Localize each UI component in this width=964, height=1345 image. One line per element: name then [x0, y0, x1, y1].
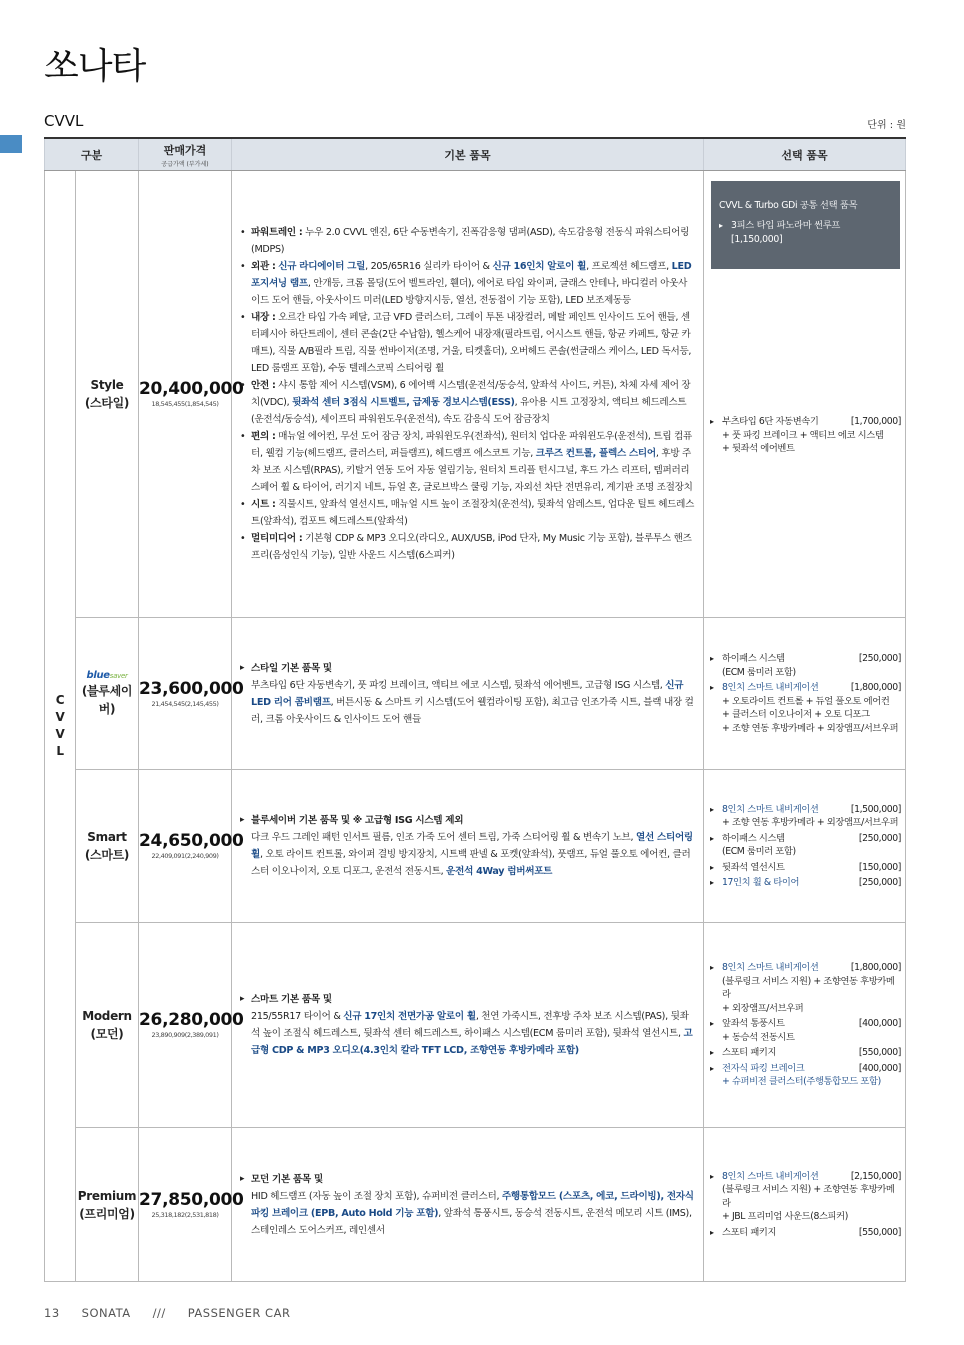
trim-name-kr: (블루세이버): [81, 683, 133, 716]
trim-name-cell: [76, 770, 139, 923]
price-table: [44, 137, 906, 1282]
basic-items-list: [240, 660, 695, 728]
page-number: 13: [44, 1306, 60, 1320]
table-header-row: [45, 138, 906, 171]
table-row-premium: [45, 1128, 906, 1282]
header-price-label: 판매가격: [163, 143, 207, 157]
table-row-modern: [45, 923, 906, 1128]
options-cell: [704, 770, 906, 923]
basic-items-cell: [232, 923, 704, 1128]
common-options-box: [711, 181, 900, 269]
header-price: [139, 138, 232, 171]
list-item: ▸ 스타일 기본 품목 및 부츠타입 6단 자동변속기, 풋 파킹 브레이크, 액티브 에코 시스템, 뒷좌석 에어벤트, 고급형 ISG 시스템, 신규 LED 리어 콤비램프, 버튼시동 & 스마트 키 시스템(도어 웰컴라이팅 포함), 최고급 인조가죽 시트, 블랙 내장 컬러, 크롬 아웃사이드 & 인사이드 도어 핸들: [240, 660, 695, 728]
list-item: • 멀티미디어 : 기본형 CDP & MP3 오디오(라디오, AUX/USB, iPod 단자, My Music 기능 포함), 블루투스 핸즈프리(음성인식 기능), 일반 사운드 시스템(6스피커): [240, 530, 695, 564]
option-item: ▸ 앞좌석 통풍시트 [400,000] + 동승석 전동시트: [710, 1017, 901, 1044]
trim-price: 27,850,000: [139, 1189, 244, 1210]
table-row-smart: [45, 770, 906, 923]
options-cell: [704, 1128, 906, 1282]
trim-price-sub: 22,409,091(2,240,909): [151, 852, 219, 860]
price-cell: [139, 1128, 244, 1282]
basic-items-list: [240, 991, 695, 1059]
basic-items-list: [240, 1171, 695, 1239]
trim-name-kr: (모던): [90, 1027, 124, 1041]
footer-separator: ///: [152, 1306, 166, 1320]
trim-name-cell: [76, 1128, 139, 1282]
common-option-item: ▸ 3피스 타입 파노라마 썬루프 [1,150,000]: [719, 219, 892, 247]
trim-name-cell: [76, 171, 139, 618]
option-item: ▸ 스포티 패키지 [550,000]: [710, 1046, 901, 1060]
basic-items-list: [240, 812, 695, 880]
trim-name-cell: [76, 923, 139, 1128]
engine-group-label: C V V L: [55, 693, 65, 758]
trim-price-sub: 25,318,182(2,531,818): [151, 1210, 219, 1219]
trim-price: 24,650,000: [139, 831, 244, 851]
list-item: • 외관 : 신규 라디에이터 그릴, 205/65R16 실리카 타이어 & 신규 16인치 알로이 휠, 프로젝션 헤드램프, LED 포지셔닝 램프, 안개등, 크롬 몰딩(도어 벨트라인, 휀더), 에어로 타입 와이퍼, 글래스 안테나, 바디컬러 아웃사이드 도어 핸들, 아웃사이드 미러(LED 방향지시등, 열선, 전동접이 기능 포함), LED 보조제동등: [240, 258, 695, 309]
basic-items-cell: [232, 1128, 704, 1282]
footer: [44, 1306, 312, 1320]
basic-items-list: [240, 224, 695, 564]
trim-price-sub: 23,890,909(2,389,091): [151, 1031, 219, 1039]
option-item: ▸ 8인치 스마트 내비게이션 [1,500,000] + 조향 연동 후방카메라 + 외장앰프/서브우퍼: [710, 803, 901, 830]
list-item: ▸ 스마트 기본 품목 및 215/55R17 타이어 & 신규 17인치 전면가공 알로이 휠, 천연 가죽시트, 전후방 주차 보조 시스템(PAS), 뒷좌석 높이 조절식 헤드레스트, 뒷좌석 센터 헤드레스트, 하이패스 시스템(ECM 룸미러 포함), 뒷좌석 열선시트, 고급형 CDP & MP3 오디오(4.3인치 칼라 TFT LCD, 조향연동 후방카메라 포함): [240, 991, 695, 1059]
option-item: ▸ 하이패스 시스템 [250,000] (ECM 룸미러 포함): [710, 652, 901, 679]
trim-name-kr: (스타일): [84, 396, 130, 410]
trim-name-kr: (프리미엄): [79, 1206, 135, 1221]
header-price-sub: 공급가액 (부가세): [161, 160, 209, 168]
trim-price-sub: 21,454,545(2,145,455): [151, 699, 219, 708]
option-item: ▸ 뒷좌석 열선시트 [150,000]: [710, 861, 901, 875]
options-cell: [704, 618, 906, 770]
trim-name-cell: [76, 618, 139, 770]
trim-price: 20,400,000: [139, 379, 244, 399]
bluesaver-logo: bluesaver: [86, 669, 128, 681]
engine-group-cell: [45, 171, 76, 1282]
option-item: ▸ 8인치 스마트 내비게이션 [1,800,000] + 오토라이트 컨트롤 + 듀얼 풀오토 에어컨 + 클러스터 이오나이저 + 오토 디포그 + 조향 연동 후방카메라 + 외장앰프/서브우퍼: [710, 681, 901, 735]
header-basic: 기본 품목: [232, 138, 704, 171]
trim-price-sub: 18,545,455(1,854,545): [151, 400, 219, 408]
option-item: ▸ 부츠타입 6단 자동변속기 [1,700,000] + 풋 파킹 브레이크 + 액티브 에코 시스템 + 뒷좌석 에어벤트: [710, 415, 901, 456]
list-item: • 파워트레인 : 누우 2.0 CVVL 엔진, 6단 수동변속기, 진폭감응형 댐퍼(ASD), 속도감응형 전동식 파워스티어링(MDPS): [240, 224, 695, 258]
price-cell: [139, 923, 244, 1128]
option-item: ▸ 하이패스 시스템 [250,000] (ECM 룸미러 포함): [710, 832, 901, 859]
list-item: • 내장 : 오르간 타입 가속 페달, 고급 VFD 클러스터, 그레이 투톤 내장컬러, 메탈 페인트 인사이드 도어 핸들, 센터페시아 하단트레이, 센터 콘솔(2단 수납함), 헬스케어 내장재(필라트림, 어시스트 핸들, 항균 카페트, 항균 카매트), 직물 A/B필라 트림, 직물 썬바이저(조명, 거울, 티켓홀더), 오버헤드 콘솔(썬글래스 케이스, LED 독서등, LED 룸램프 포함), 수동 텔레스코픽 스티어링 휠: [240, 309, 695, 377]
option-item: ▸ 8인치 스마트 내비게이션 [2,150,000] (블루링크 서비스 지원) + 조향연동 후방카메라 + JBL 프리미엄 사운드(8스피커): [710, 1170, 901, 1224]
page-title: 쏘나타: [44, 46, 146, 87]
option-item: ▸ 스포티 패키지 [550,000]: [710, 1226, 901, 1240]
trim-name: Modern: [82, 1009, 132, 1023]
trim-price: 23,600,000: [139, 678, 244, 699]
trim-price: 26,280,000: [139, 1010, 244, 1030]
basic-items-cell: [232, 770, 704, 923]
list-item: • 안전 : 샤시 통합 제어 시스템(VSM), 6 에어백 시스템(운전석/동승석, 앞좌석 사이드, 커튼), 차체 자세 제어 장치(VDC), 뒷좌석 센터 3점식 시트벨트, 급제동 경보시스템(ESS), 유아용 시트 고정장치, 액티브 헤드레스트(운전석/동승석), 세이프티 파워윈도우(운전석), 속도 감응식 도어 잠금장치: [240, 377, 695, 428]
basic-items-cell: [232, 171, 704, 618]
list-item: ▸ 모던 기본 품목 및 HID 헤드램프 (자동 높이 조절 장치 포함), 슈퍼비전 클러스터, 주행통합모드 (스포츠, 에코, 드라이빙), 전자식 파킹 브레이크 (EPB, Auto Hold 기능 포함), 앞좌석 통풍시트, 동승석 전동시트, 운전석 메모리 시트 (IMS), 스테인레스 도어스커프, 레인센서: [240, 1171, 695, 1239]
footer-brand: SONATA: [81, 1306, 131, 1320]
trim-name: Premium: [77, 1188, 137, 1203]
basic-items-cell: [232, 618, 704, 770]
trim-name-kr: (스마트): [84, 848, 130, 862]
footer-category: PASSENGER CAR: [187, 1306, 291, 1320]
section-title: CVVL: [44, 112, 84, 130]
option-item: ▸ 8인치 스마트 내비게이션 [1,800,000] (블루링크 서비스 지원) + 조향연동 후방카메라 + 외장앰프/서브우퍼: [710, 961, 901, 1015]
table-row-style: [45, 171, 906, 618]
accent-bar: [0, 135, 22, 153]
options-cell: [704, 923, 906, 1128]
common-options-title: CVVL & Turbo GDi 공통 선택 품목: [719, 200, 858, 211]
trim-name: Style: [90, 378, 124, 392]
option-item: ▸ 전자식 파킹 브레이크 [400,000] + 슈퍼비전 클러스터(주행통합모드 포함): [710, 1062, 901, 1089]
price-cell: [139, 770, 244, 923]
table-row-bluesaver: [45, 618, 906, 770]
header-options: 선택 품목: [704, 138, 906, 171]
price-cell: [139, 171, 244, 618]
price-cell: [139, 618, 244, 770]
list-item: • 편의 : 매뉴얼 에어컨, 무선 도어 잠금 장치, 파워윈도우(전좌석), 원터치 업다운 파워윈도우(운전석), 트립 컴퓨터, 웰컴 기능(헤드램프, 클러스터, 퍼들램프), 헤드램프 에스코트 기능, 크루즈 컨트롤, 플렉스 스티어, 후방 주차 보조 시스템(RPAS), 키탈거 연동 도어 자동 열림기능, 원터치 트리플 턴시그널, 후드 가스 리프터, 템퍼러리 스페어 휠 & 타이어, 러기지 네트, 듀얼 혼, 글로브박스 쿨링 기능, 자외선 차단 전면유리, 계기판 조명 조절장치: [240, 428, 695, 496]
unit-label: 단위 : 원: [867, 120, 906, 131]
option-item: ▸ 17인치 휠 & 타이어 [250,000]: [710, 876, 901, 890]
options-cell: [704, 171, 906, 618]
header-category: 구분: [45, 138, 139, 171]
list-item: ▸ 블루세이버 기본 품목 및 ※ 고급형 ISG 시스템 제외 다크 우드 그레인 패턴 인서트 필름, 인조 가죽 도어 센터 트림, 가죽 스티어링 휠 & 변속기 노브, 열선 스티어링 휠, 오토 라이트 컨트롤, 와이퍼 결빙 방지장치, 시트백 판넬 & 포켓(앞좌석), 풋램프, 듀얼 풀오토 에어컨, 클러스터 이오나이저, 오토 디포그, 운전석 전동시트, 운전석 4Way 럼버써포트: [240, 812, 695, 880]
list-item: • 시트 : 직물시트, 앞좌석 열선시트, 매뉴얼 시트 높이 조절장치(운전석), 뒷좌석 암레스트, 업다운 틸트 헤드레스트(앞좌석), 컴포트 헤드레스트(앞좌석): [240, 496, 695, 530]
trim-name: Smart: [87, 830, 127, 844]
